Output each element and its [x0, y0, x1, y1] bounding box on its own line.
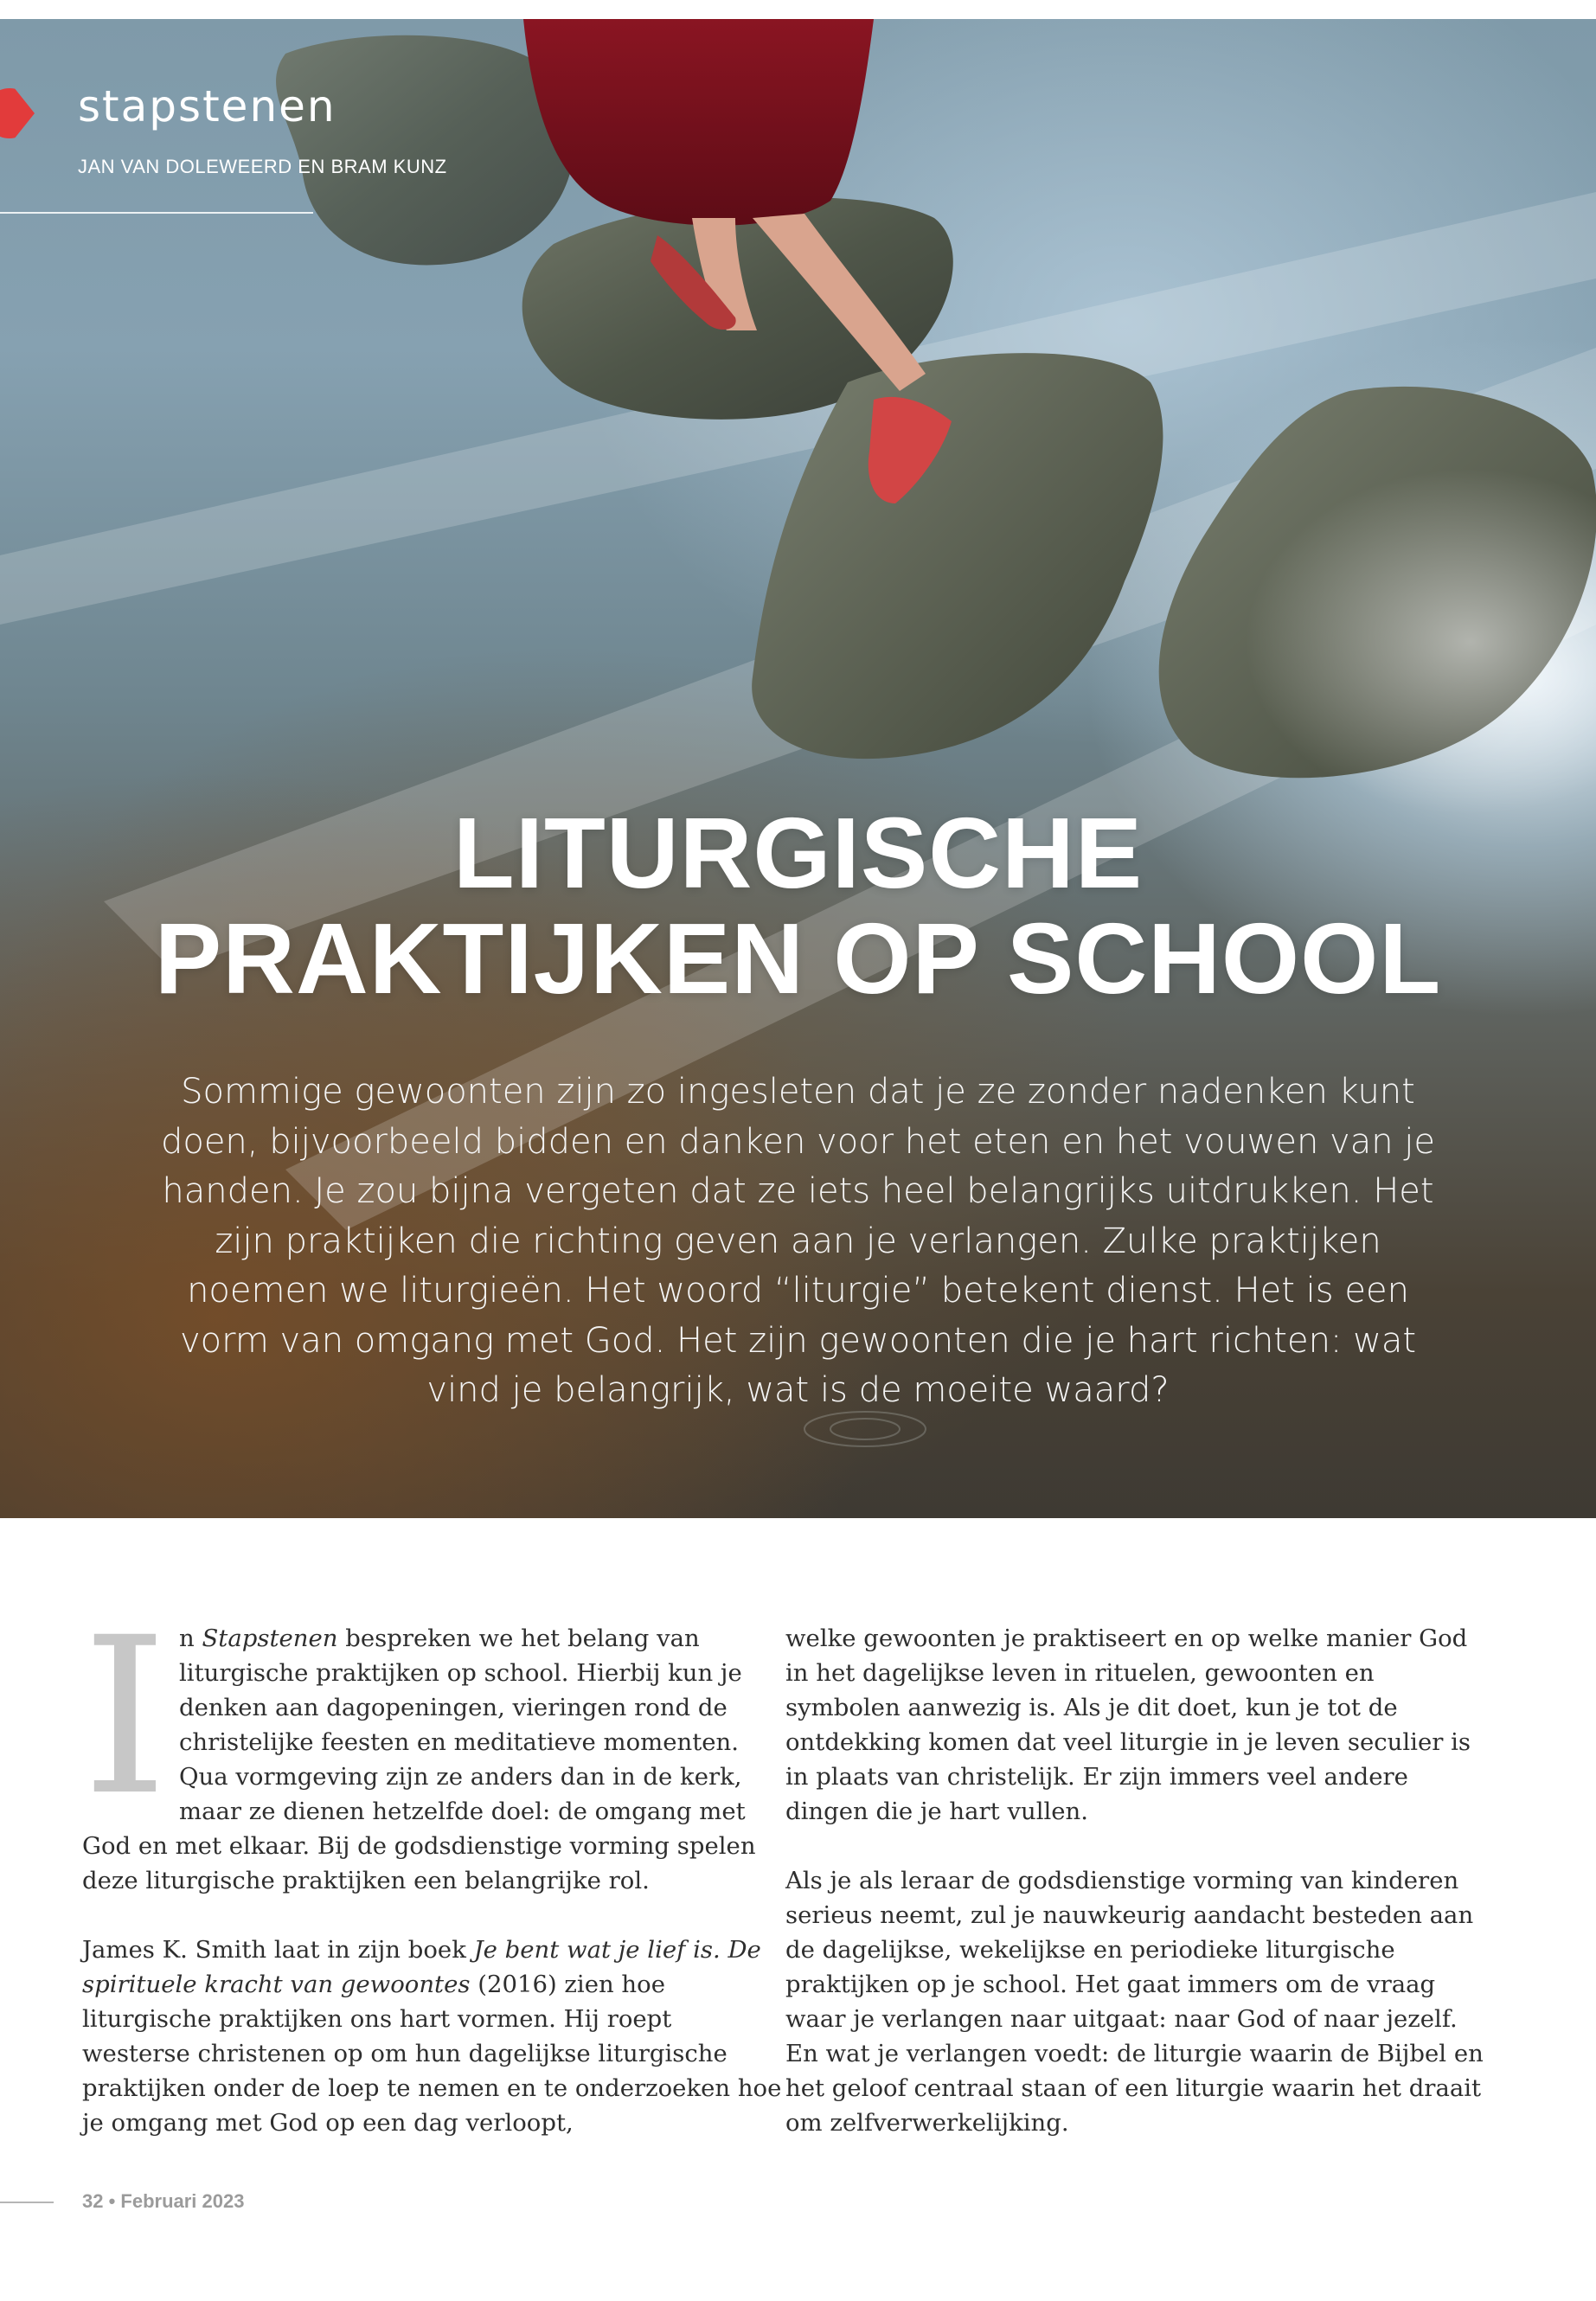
section-label: stapstenen	[78, 81, 337, 131]
article-paragraph-2	[82, 1932, 783, 2140]
p1-start: n	[179, 1625, 202, 1652]
p2-italic: Je bent wat je lief is. De spirituele kracht van gewoontes	[82, 1936, 761, 1998]
header-divider	[0, 212, 313, 214]
article-paragraph-1	[82, 1591, 783, 1898]
article-paragraph-4: Als je als leraar de godsdienstige vorming van kinderen serieus neemt, zul je nauwkeurig aandacht besteden aan de dagelijkse, wekelijkse en periodieke liturgische praktijken op je school. Het gaat immers om de vraag waar je verlangen naar uitgaat: naar God of naar jezelf. En wat je verlangen voedt: de liturgie waarin de Bijbel en het geloof centraal staan of een liturgie waarin het draait om zelfverwerkelijking.	[785, 1867, 1484, 2137]
hero-image	[0, 19, 1596, 1518]
intro-paragraph: Sommige gewoonten zijn zo ingesleten dat je ze zonder nadenken kunt doen, bijvoorbeeld bidden en danken voor het eten en het vouwen van je handen. Je zou bijna vergeten dat ze iets heel belangrijks uitdrukken. Het zijn praktijken die richting geven aan je verlangen. Zulke praktijken noemen we liturgieën. Het woord “liturgie” betekent dienst. Het is een vorm van omgang met God. Het zijn gewoonten die je hart richten: wat vind je belangrijk, wat is de moeite waard?	[160, 1072, 1436, 1410]
dropcap: I	[82, 1591, 168, 1843]
article-paragraph-3: welke gewoonten je praktiseert en op welke manier God in het dagelijkse leven in rituelen, gewoonten en symbolen aanwezig is. Als je dit doet, kun je tot de ontdekking komen dat veel liturgie in je leven seculier is in plaats van christelijk. Er zijn immers veel andere dingen die je hart vullen.	[785, 1625, 1471, 1825]
article-column-left	[82, 1591, 783, 2175]
p1-italic: Stapstenen	[202, 1625, 338, 1652]
authors: JAN VAN DOLEWEERD EN BRAM KUNZ	[78, 156, 447, 177]
page-title	[0, 797, 1596, 1015]
page-footer: 32 • Februari 2023	[82, 2190, 245, 2212]
p2-rest: (2016) zien hoe liturgische praktijken ons hart vormen. Hij roept westerse christenen op om hun dagelijkse liturgische praktijken onder de loep te nemen en te onderzoeken hoe je omgang met God op een dag verloopt,	[82, 1971, 782, 2137]
footer-divider	[0, 2202, 54, 2203]
article-column-right	[785, 1621, 1486, 2175]
p1-rest: bespreken we het belang van liturgische praktijken op school. Hierbij kun je denken aan dagopeningen, vieringen rond de christelijke feesten en meditatieve momenten. Qua vormgeving zijn ze anders dan in de kerk, maar ze dienen hetzelfde doel: de omgang met God en met elkaar. Bij de godsdienstige vorming spelen deze liturgische praktijken een belangrijke rol.	[82, 1625, 756, 1894]
p2-start: James K. Smith laat in zijn boek	[82, 1936, 474, 1964]
title-line-2: PRAKTIJKEN OP SCHOOL	[154, 902, 1442, 1015]
title-line-1: LITURGISCHE	[452, 797, 1144, 909]
